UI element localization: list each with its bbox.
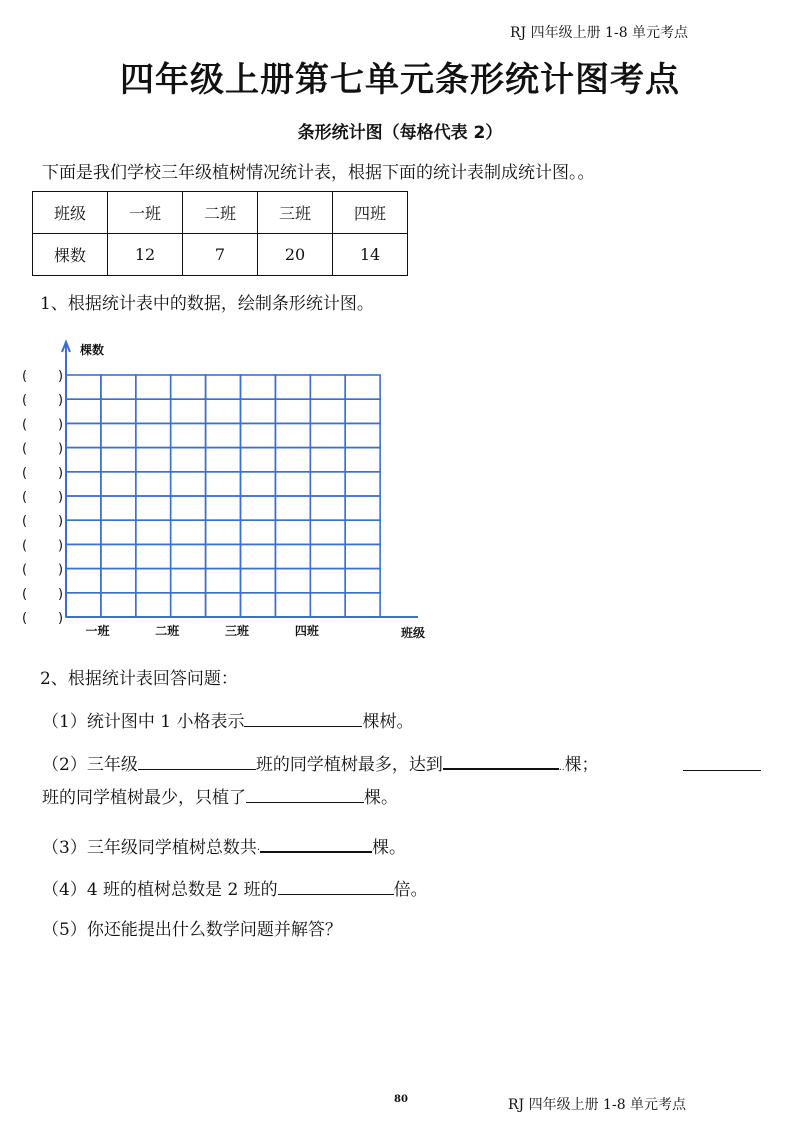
table-cell: 20 [258, 234, 333, 276]
grid-cell [66, 520, 101, 544]
y-tick-placeholder-open: ( [22, 611, 28, 626]
q2-4-suffix: 倍。 [393, 880, 428, 900]
y-tick-placeholder-close: ) [58, 393, 64, 409]
grid-cell [206, 496, 241, 520]
grid-cell [171, 472, 206, 496]
grid-cell [310, 544, 345, 568]
y-tick-placeholder-close: ) [58, 562, 64, 578]
answer-blank-1[interactable] [244, 725, 362, 727]
grid-cell [310, 593, 345, 617]
grid-cell [171, 375, 206, 399]
question-2-heading: 2、根据统计表回答问题： [40, 669, 238, 689]
grid-cell [136, 544, 171, 568]
table-row-header: 棵数 [33, 234, 108, 276]
grid-cell [101, 544, 136, 568]
grid-cell [171, 544, 206, 568]
grid-cell [66, 399, 101, 423]
grid-cell [275, 496, 310, 520]
q2-2-suffix: 棵； [564, 755, 599, 775]
x-tick-label: 四班 [294, 624, 319, 638]
grid-cell [136, 399, 171, 423]
grid-cell [206, 375, 241, 399]
grid-cell [136, 593, 171, 617]
q2-2-mark: .. [558, 763, 565, 773]
answer-blank-2d[interactable] [246, 801, 364, 803]
grid-cell [275, 448, 310, 472]
y-tick-placeholder-open: ( [22, 369, 28, 384]
grid-cell [171, 423, 206, 447]
grid-cell [345, 569, 380, 593]
q2-4-prefix: （4）4 班的植树总数是 2 班的 [42, 880, 278, 900]
grid-cell [275, 544, 310, 568]
grid-cell [310, 375, 345, 399]
grid-cell [345, 375, 380, 399]
grid-cell [275, 375, 310, 399]
table-cell: 14 [333, 234, 408, 276]
grid-cell [66, 375, 101, 399]
data-table [32, 191, 408, 276]
grid-cell [345, 496, 380, 520]
y-tick-placeholder-open: ( [22, 586, 28, 602]
grid-cell [241, 544, 276, 568]
page-footer: RJ 四年级上册 1-8 单元考点 [508, 1097, 687, 1113]
grid-cell [241, 375, 276, 399]
q2-3-suffix: 棵。 [372, 838, 407, 858]
section-subtitle: 条形统计图（每格代表 2） [297, 123, 503, 143]
grid-cell [66, 544, 101, 568]
grid-cell [310, 472, 345, 496]
answer-blank-4[interactable] [278, 893, 394, 895]
q2-2-line2-text: 班的同学植树最少，只植了 [42, 788, 246, 808]
grid-cell [241, 448, 276, 472]
answer-blank-2c[interactable] [683, 769, 761, 771]
grid-cell [136, 520, 171, 544]
x-tick-label: 二班 [155, 624, 180, 638]
grid-cell [206, 423, 241, 447]
grid-cell [275, 520, 310, 544]
grid-cell [66, 423, 101, 447]
grid-cell [136, 569, 171, 593]
q2-3-mark: · [256, 845, 261, 856]
grid-cell [66, 593, 101, 617]
y-tick-placeholder-close: ) [58, 514, 64, 530]
grid-cell [171, 448, 206, 472]
y-tick-placeholder-open: ( [22, 562, 28, 578]
grid-cell [310, 448, 345, 472]
table-cell: 12 [108, 234, 183, 276]
grid-cell [66, 569, 101, 593]
grid-cell [345, 520, 380, 544]
y-tick-placeholder-open: ( [22, 393, 28, 409]
y-tick-placeholder-open: ( [22, 490, 28, 505]
q2-2-middle: 班的同学植树最多，达到 [255, 755, 443, 775]
intro-text: 下面是我们学校三年级植树情况统计表，根据下面的统计表制成统计图。。 [42, 163, 595, 183]
grid-cell [101, 423, 136, 447]
grid-cell [136, 375, 171, 399]
q2-3-prefix: （3）三年级同学植树总数共 [42, 838, 257, 858]
grid-cell [101, 399, 136, 423]
table-cell: 二班 [183, 192, 258, 234]
table-row [33, 234, 408, 276]
page-header: RJ 四年级上册 1-8 单元考点 [510, 25, 689, 41]
grid-cell [241, 520, 276, 544]
q2-1-prefix: （1）统计图中 1 小格表示 [42, 712, 245, 732]
grid-cell [275, 399, 310, 423]
x-tick-label: 一班 [85, 624, 110, 638]
question-2-2 [42, 750, 599, 775]
grid-cell [171, 399, 206, 423]
grid-cell [101, 448, 136, 472]
table-cell: 四班 [333, 192, 408, 234]
grid-cell [101, 593, 136, 617]
q2-1-suffix: 棵树。 [362, 712, 414, 732]
grid-cell [241, 399, 276, 423]
y-tick-placeholder-close: ) [58, 417, 64, 433]
y-tick-placeholder-open: ( [22, 514, 28, 530]
q2-2-line2-suffix: 棵。 [364, 788, 398, 808]
grid-cell [345, 593, 380, 617]
grid-cell [310, 569, 345, 593]
grid-cell [241, 593, 276, 617]
grid-cell [206, 569, 241, 593]
grid-cell [101, 520, 136, 544]
question-2-4 [42, 875, 428, 900]
x-axis-label: 班级 [401, 626, 426, 640]
table-row-header: 班级 [33, 192, 108, 234]
y-tick-placeholder-open: ( [22, 465, 28, 481]
grid-cell [206, 544, 241, 568]
q2-2-prefix: （2）三年级 [42, 755, 138, 775]
y-tick-placeholder-open: ( [22, 538, 28, 554]
grid-cell [310, 399, 345, 423]
page-title: 四年级上册第七单元条形统计图考点 [120, 60, 680, 100]
grid-cell [310, 520, 345, 544]
grid-cell [241, 423, 276, 447]
grid-cell [241, 569, 276, 593]
y-tick-placeholder-close: ) [58, 465, 64, 481]
grid-cell [136, 423, 171, 447]
grid-cell [345, 472, 380, 496]
grid-cell [206, 399, 241, 423]
grid-cell [275, 593, 310, 617]
grid-cell [66, 448, 101, 472]
grid-cell [101, 472, 136, 496]
grid-cell [101, 569, 136, 593]
answer-blank-2a[interactable] [138, 768, 256, 770]
grid-cell [275, 423, 310, 447]
grid-cell [241, 496, 276, 520]
grid-cell [101, 496, 136, 520]
y-tick-placeholder-close: ) [58, 369, 64, 384]
grid-cell [66, 496, 101, 520]
grid-cell [310, 496, 345, 520]
question-2-5: （5）你还能提出什么数学问题并解答？ [42, 920, 342, 940]
grid-cell [345, 423, 380, 447]
grid-cell [171, 496, 206, 520]
grid-cell [171, 520, 206, 544]
page-number: 80 [394, 1094, 408, 1105]
y-tick-placeholder-close: ) [58, 586, 64, 602]
grid-cell [206, 520, 241, 544]
answer-blank-3[interactable] [260, 850, 372, 853]
x-tick-label: 三班 [225, 624, 250, 638]
table-cell: 一班 [108, 192, 183, 234]
y-tick-placeholder-close: ) [58, 441, 64, 457]
grid-cell [136, 448, 171, 472]
y-tick-placeholder-close: ) [58, 490, 64, 505]
grid-cell [345, 399, 380, 423]
grid-cell [275, 472, 310, 496]
grid-cell [101, 375, 136, 399]
table-row [33, 192, 408, 234]
grid-cell [171, 569, 206, 593]
y-tick-placeholder-close: ) [58, 611, 64, 626]
table-cell: 三班 [258, 192, 333, 234]
grid-cell [66, 472, 101, 496]
bar-chart-grid[interactable] [0, 330, 440, 650]
question-2-2-line2 [42, 783, 398, 808]
grid-cell [136, 496, 171, 520]
grid-cell [206, 448, 241, 472]
grid-cell [345, 448, 380, 472]
grid-cell [136, 472, 171, 496]
y-tick-placeholder-open: ( [22, 417, 28, 433]
question-2-1 [42, 707, 413, 732]
y-tick-placeholder-close: ) [58, 538, 64, 554]
grid-cell [275, 569, 310, 593]
grid-cell [171, 593, 206, 617]
y-tick-placeholder-open: ( [22, 441, 28, 457]
grid-cell [345, 544, 380, 568]
answer-blank-2b[interactable] [443, 767, 559, 770]
question-2-3 [42, 833, 406, 858]
grid-cell [206, 593, 241, 617]
question-1: 1、根据统计表中的数据，绘制条形统计图。 [40, 294, 374, 314]
grid-cell [310, 423, 345, 447]
grid-cell [206, 472, 241, 496]
table-cell: 7 [183, 234, 258, 276]
y-axis-label: 棵数 [80, 343, 105, 357]
grid-cell [241, 472, 276, 496]
